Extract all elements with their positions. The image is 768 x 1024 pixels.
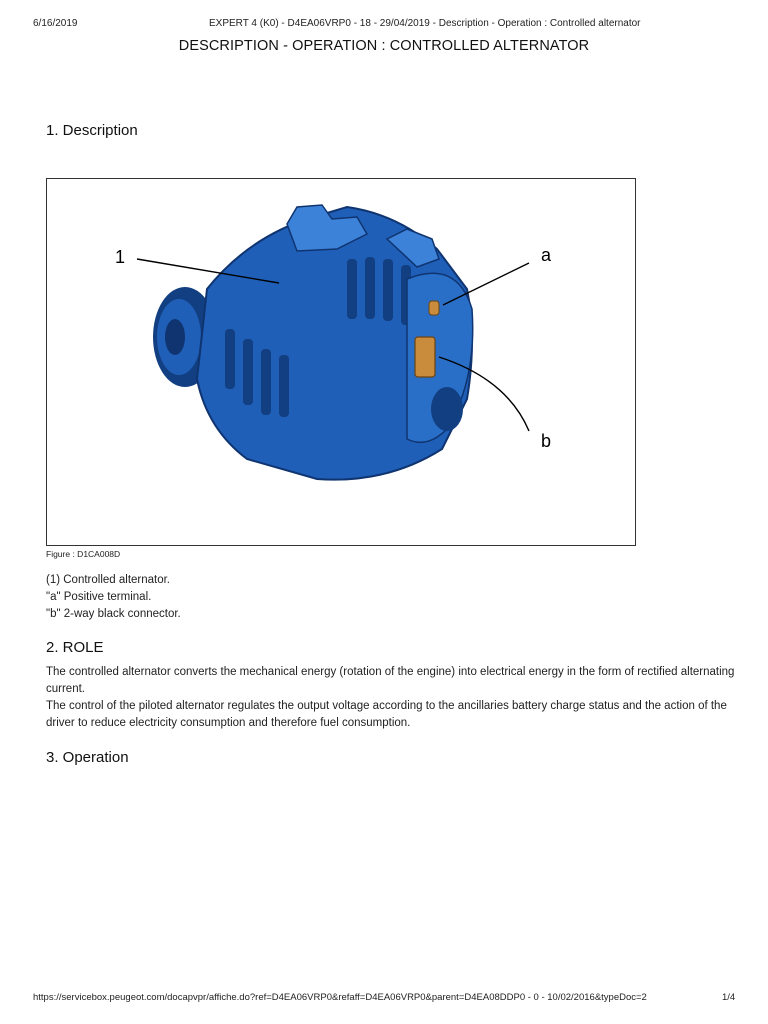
positive-terminal [429,301,439,315]
print-header-title: EXPERT 4 (K0) - D4EA06VRP0 - 18 - 29/04/2019 - Description - Operation : Controlled alternator [209,18,641,29]
section-heading-description: 1. Description [46,122,138,139]
legend-item: "b" 2-way black connector. [46,608,181,620]
callout-label-a: a [541,245,552,265]
two-way-connector [415,337,435,377]
alternator-illustration [47,179,635,545]
figure-legend [46,572,181,623]
figure-caption: Figure : D1CA008D [46,549,121,559]
print-header [33,18,738,32]
footer-url: https://servicebox.peugeot.com/docapvpr/affiche.do?ref=D4EA06VRP0&refaff=D4EA06VRP0&parent=D4EA08DDP0 - 0 - 10/02/2016&typeDoc=2 [33,992,647,1003]
print-date: 6/16/2019 [33,18,78,29]
page-number: 1/4 [722,992,736,1003]
role-paragraph-2: The control of the piloted alternator regulates the output voltage according to the ancillaries battery charge status and the action of the driver to reduce electricity consumption and therefore fuel consumption. [46,700,727,729]
rear-boss [431,387,463,431]
callout-label-1: 1 [115,247,126,267]
section-heading-operation: 3. Operation [46,749,129,766]
alternator-figure [46,178,636,546]
legend-item: "a" Positive terminal. [46,591,152,603]
legend-item: (1) Controlled alternator. [46,574,171,586]
callout-label-b: b [541,431,552,451]
page-title: DESCRIPTION - OPERATION : CONTROLLED ALTERNATOR [178,38,590,54]
role-paragraph-1: The controlled alternator converts the mechanical energy (rotation of the engine) into electrical energy in the form of rectified alternating current. [46,666,735,695]
section-heading-role: 2. ROLE [46,639,104,656]
pulley-hub [165,319,185,355]
